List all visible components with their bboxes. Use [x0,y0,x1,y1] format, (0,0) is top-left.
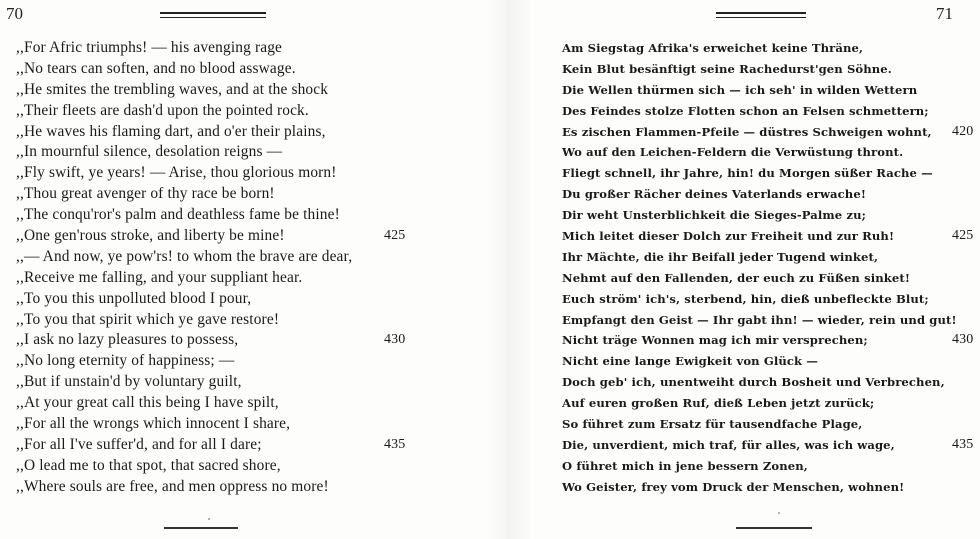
right-footer-rule [736,527,812,529]
verse-text: O führet mich in jene bessern Zonen, [562,458,808,473]
verse-line [16,226,416,247]
ink-speck [208,518,210,520]
verse-text: Auf euren großen Ruf, dieß Leben jetzt zurück; [562,396,875,411]
verse-line [562,310,974,331]
verse-text: ,,He waves his flaming dart, and o'er their plains, [16,122,326,140]
verse-text: ,,O lead me to that spot, that sacred shore, [16,456,281,474]
verse-text: So führet zum Ersatz für tausendfache Plage, [562,417,863,432]
verse-text: ,,For all the wrongs which innocent I share, [16,415,291,433]
verse-line [562,393,974,414]
right-page-number: 71 [936,4,953,23]
verse-text: Empfangt den Geist — Ihr gabt ihn! — wieder, rein und gut! [562,312,957,327]
left-page-number: 70 [6,4,23,23]
verse-line [16,351,416,372]
line-number: 435 [384,436,406,452]
verse-line [562,59,974,80]
verse-text: Mich leitet dieser Dolch zur Freiheit und zur Ruh! [562,229,895,244]
verse-line [16,268,416,289]
verse-text: ,,No tears can soften, and no blood asswage. [16,59,296,77]
verse-text: ,,To you that spirit which ye gave restore! [16,310,280,328]
verse-text: Fliegt schnell, ihr Jahre, hin! du Morgen süßer Rache — [562,166,933,181]
verse-line [562,142,974,163]
verse-text: Nehmt auf den Fallenden, der euch zu Füßen sinket! [562,270,911,285]
verse-line [562,414,974,435]
verse-line [16,372,416,393]
verse-line [562,351,974,372]
verse-line [562,101,974,122]
verse-line [16,59,416,80]
verse-text: Wo Geister, frey vom Druck der Menschen, wohnen! [562,479,905,494]
line-number: 425 [384,228,406,244]
verse-text: ,,The conqu'ror's palm and deathless fame be thine! [16,206,340,224]
verse-line [562,122,974,143]
verse-text: Des Feindes stolze Flotten schon an Felsen schmettern; [562,103,929,118]
verse-line [562,268,974,289]
verse-line [562,205,974,226]
verse-text: Wo auf den Leichen-Feldern die Verwüstung thront. [562,145,904,160]
verse-line [16,289,416,310]
left-header-rule [160,12,266,18]
verse-line [562,38,974,59]
verse-text: Dir weht Unsterblichkeit die Sieges-Palme zu; [562,208,866,223]
verse-line [16,205,416,226]
verse-line [562,456,974,477]
verse-line [562,372,974,393]
verse-line [16,38,416,59]
left-page [0,0,480,539]
line-number: 430 [952,332,974,348]
verse-text: ,,For all I've suffer'd, and for all I dare; [16,435,262,453]
verse-text: Du großer Rächer deines Vaterlands erwache! [562,187,867,202]
verse-line [562,163,974,184]
left-footer-rule [164,527,238,529]
verse-line [16,435,416,456]
verse-text: ,,Fly swift, ye years! — Arise, thou glorious morn! [16,164,337,182]
verse-line [16,310,416,331]
verse-text: ,,— And now, ye pow'rs! to whom the brave are dear, [16,247,353,265]
verse-text: ,,Receive me falling, and your suppliant hear. [16,268,303,286]
verse-line [562,477,974,498]
verse-line [16,142,416,163]
line-number: 420 [952,123,974,139]
page-gutter [488,0,532,539]
verse-line [562,184,974,205]
verse-line [16,247,416,268]
verse-line [16,101,416,122]
english-verse [16,38,416,498]
verse-line [562,330,974,351]
verse-line [16,80,416,101]
verse-text: Ihr Mächte, die ihr Beifall jeder Tugend winket, [562,249,879,264]
verse-line [16,184,416,205]
ink-speck [778,512,780,514]
verse-line [562,289,974,310]
verse-line [562,80,974,101]
verse-text: Nicht eine lange Ewigkeit von Glück — [562,354,818,369]
line-number: 435 [952,436,974,452]
verse-text: Am Siegstag Afrika's erweichet keine Thräne, [562,41,864,55]
verse-text: ,,But if unstain'd by voluntary guilt, [16,373,242,391]
verse-text: ,,One gen'rous stroke, and liberty be mine! [16,227,285,245]
verse-text: ,,To you this unpolluted blood I pour, [16,289,252,307]
verse-text: ,,At your great call this being I have spilt, [16,394,279,412]
verse-line [562,226,974,247]
line-number: 425 [952,228,974,244]
verse-text: ,,He smites the trembling waves, and at the shock [16,80,329,98]
verse-line [16,163,416,184]
verse-line [16,122,416,143]
verse-text: Die Wellen thürmen sich — ich seh' in wilden Wettern [562,82,918,97]
verse-line [16,414,416,435]
verse-line [562,435,974,456]
verse-line [16,456,416,477]
verse-text: Doch geb' ich, unentweiht durch Bosheit und Verbrechen, [562,375,945,390]
german-verse [562,38,974,498]
verse-text: Die, unverdient, mich traf, für alles, was ich wage, [562,437,895,452]
verse-text: ,,No long eternity of happiness; — [16,352,235,370]
verse-text: Kein Blut besänftigt seine Rachedurst'gen Söhne. [562,61,892,76]
verse-line [16,393,416,414]
verse-text: ,,Where souls are free, and men oppress no more! [16,477,329,495]
line-number: 430 [384,332,406,348]
right-header-rule [716,12,806,18]
verse-line [562,247,974,268]
verse-text: Nicht träge Wonnen mag ich mir versprechen; [562,333,868,348]
verse-text: ,,I ask no lazy pleasures to possess, [16,331,239,349]
verse-text: Euch ström' ich's, sterbend, hin, dieß unbefleckte Blut; [562,291,929,306]
verse-text: ,,In mournful silence, desolation reigns — [16,143,283,161]
verse-text: ,,Their fleets are dash'd upon the pointed rock. [16,101,309,119]
verse-text: ,,Thou great avenger of thy race be born! [16,185,275,203]
verse-line [16,477,416,498]
right-page [540,0,980,539]
verse-line [16,330,416,351]
verse-text: ,,For Afric triumphs! — his avenging rage [16,39,283,56]
verse-text: Es zischen Flammen-Pfeile — düstres Schweigen wohnt, [562,124,932,139]
